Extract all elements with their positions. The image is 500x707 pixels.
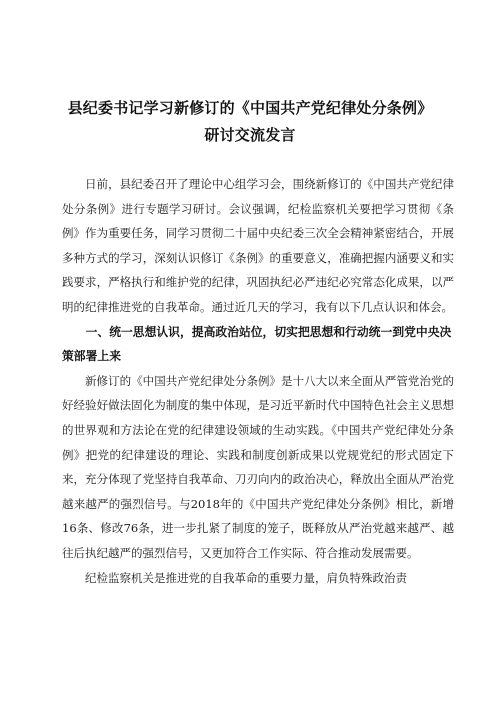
section-1-paragraph-1: 新修订的《中国共产党纪律处分条例》是十八大以来全面从严管党治党的好经验好做法固化为制度的集中体现，是习近平新时代中国特色社会主义思想的世界观和方法论在党的纪律建设领域的生动实践。《中国共产党纪律处分条例》把党的纪律建设的理论、实践和制度创新成果以党规党纪的形式固定下来，充分体现了党坚持自我革命、刀刃向内的政治决心，释放出全面从严治党越来越严的强烈信号。与2018年的《中国共产党纪律处分条例》相比，新增16条、修改76条，进一步扎紧了制度的笼子，既释放从严治党越来越严、越往后执纪越严的强烈信号，又更加符合工作实际、符合推动发展需要。 — [62, 373, 454, 560]
document-body — [62, 172, 454, 590]
intro-paragraph: 日前，县纪委召开了理论中心组学习会，围绕新修订的《中国共产党纪律处分条例》进行专题学习研讨。会议强调，纪检监察机关要把学习贯彻《条例》作为重要任务，同学习贯彻二十届中央纪委三次全会精神紧密结合，开展多种方式的学习，深刻认识修订《条例》的重要意义，准确把握内涵要义和实践要求，严格执行和维护党的纪律，巩固执纪必严违纪必究常态化成果，以严明的纪律推进党的自我革命。通过近几天的学习，我有以下几点认识和体会。 — [62, 177, 454, 314]
document-subtitle: 研讨交流发言 — [204, 126, 296, 144]
document-title: 县纪委书记学习新修订的《中国共产党纪律处分条例》 — [67, 99, 433, 117]
section-1-paragraph-2: 纪检监察机关是推进党的自我革命的重要力量，肩负特殊政治责 — [85, 570, 407, 585]
section-heading-1: 一、统一思想认识，提高政治站位，切实把思想和行动统一到党中央决策部署上来 — [62, 324, 452, 364]
